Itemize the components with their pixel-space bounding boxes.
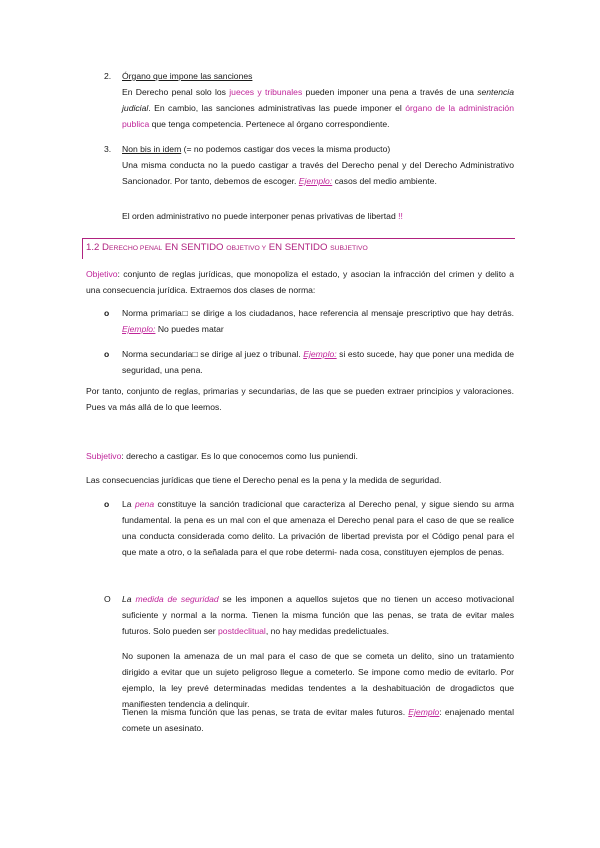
title-run: EN SENTIDO — [162, 242, 227, 253]
term-label: Objetivo — [86, 269, 118, 279]
paragraph — [86, 266, 514, 298]
text-run: casos del medio ambiente. — [332, 176, 437, 186]
list-item — [122, 496, 514, 560]
paragraph — [122, 84, 514, 132]
text-run: . En cambio, las sanciones administrativas las puede imponer el — [148, 103, 406, 113]
example-link: Ejemplo — [408, 707, 440, 717]
text-run: , no hay medidas predelictuales. — [265, 626, 390, 636]
text-run: si esto sucede, hay que poner una medida de seguridad, una pena. — [122, 349, 515, 375]
term-highlight: postdeclitual — [218, 626, 266, 636]
text-run: se dirige al juez o tribunal. — [197, 349, 304, 359]
text-run: (= no podemos castigar dos veces la misma producto) — [181, 144, 391, 154]
list-item — [122, 591, 514, 639]
example-link: Ejemplo: — [122, 324, 156, 334]
list-item — [122, 305, 514, 337]
paragraph — [122, 157, 514, 189]
arrow-icon: □ — [181, 308, 189, 318]
title-run: ERECHO PENAL — [108, 245, 163, 252]
term-highlight: medida de seguridad — [135, 594, 219, 604]
paragraph: Por tanto, conjunto de reglas, primarias y secundarias, de las que se pueden extraer principios y valoraciones. Pues va más allá de lo que leemos. — [86, 386, 514, 412]
text-run: Una misma conducta no la puedo castigar a través del Derecho penal y del Derecho Administrativo Sancionador. Por tanto, debemos de escoger. — [122, 160, 514, 186]
highlight-text: jueces y tribunales — [229, 87, 303, 97]
item-heading: Órgano que impone las sanciones — [122, 71, 253, 81]
text-run: se les imponen a aquellos sujetos que no tienen un acceso motivacional suficiente y normal a la norma. Tienen la misma función que las penas, se trata de evitar males futuros. Solo pueden ser — [122, 594, 514, 636]
bullet: o — [104, 349, 110, 359]
bullet: o — [104, 308, 110, 318]
arrow-icon: □ — [192, 349, 198, 359]
text-run: Tienen la misma función que las penas, se trata de evitar males futuros. — [122, 707, 409, 717]
text-run: La — [122, 594, 136, 604]
title-run: D — [102, 242, 109, 253]
text-run: : conjunto de reglas jurídicas, que monopoliza el estado, y asocian la infracción del crimen y delito a una consecuencia jurídica. Extraemos dos clases de norma: — [86, 269, 514, 295]
text-run: Norma primaria — [122, 308, 182, 318]
bullet: o — [104, 499, 110, 509]
section-title — [86, 241, 368, 256]
text-run: No puedes matar — [155, 324, 224, 334]
text-run: Norma secundaria — [122, 349, 193, 359]
text-run: En Derecho penal solo los — [122, 87, 230, 97]
list-item — [122, 346, 514, 378]
bullet: O — [104, 594, 111, 604]
text-run: se dirige a los ciudadanos, hace referencia al mensaje prescriptivo que hay detrás. — [188, 308, 515, 318]
title-run: SUBJETIVO — [330, 245, 368, 252]
paragraph: Las consecuencias jurídicas que tiene el Derecho penal es la pena y la medida de seguridad. — [86, 475, 442, 485]
item-heading — [122, 141, 390, 157]
text-run: que tenga competencia. Pertenece al órgano correspondiente. — [149, 119, 390, 129]
list-number: 3. — [104, 144, 112, 154]
text-run: El orden administrativo no puede interponer penas privativas de libertad — [122, 211, 399, 221]
example-link: Ejemplo: — [303, 349, 337, 359]
text-run: pueden imponer una pena a través de una — [302, 87, 478, 97]
paragraph — [122, 208, 403, 224]
term-label: Subjetivo — [86, 451, 122, 461]
paragraph — [122, 704, 514, 736]
section-number: 1.2 — [86, 242, 103, 253]
title-run: EN SENTIDO — [266, 242, 331, 253]
list-number: 2. — [104, 71, 112, 81]
text-run: : enajenado mental comete un asesinato. — [122, 707, 514, 733]
title-run: OBJETIVO Y — [226, 245, 267, 252]
italic-text: sentencia judicial — [122, 87, 514, 113]
heading-text: Non bis in idem — [122, 144, 182, 154]
text-run: constituye la sanción tradicional que caracteriza al Derecho penal, y sigue siendo su arma fundamental. la pena es un mal con el que amenaza el Derecho penal para el caso de que se realice una conducta considerada como delito. La privación de libertad prevista por el Código penal para el que mate a otro, o la señalada para el que robe determi- nada cosa, constituyen ejemplos de penas. — [122, 499, 514, 557]
text-run: La — [122, 499, 135, 509]
highlight-text: órgano de la administración publica — [122, 103, 514, 129]
paragraph — [86, 448, 514, 464]
exclamation: !! — [398, 211, 403, 221]
example-link: Ejemplo: — [298, 176, 333, 186]
text-run: : derecho a castigar. Es lo que conocemos como Ius puniendi. — [121, 451, 358, 461]
paragraph: No suponen la amenaza de un mal para el caso de que se cometa un delito, sino un tratamiento dirigido a evitar que un sujeto peligroso llegue a cometerlo. Se impone como medio de evitarlo. Por ejemplo, la ley prevé determinadas medidas tendentes a la deshabituación de drogadictos que manifiesten tendencia a delinquir. — [122, 651, 514, 709]
term-highlight: pena — [134, 499, 155, 509]
